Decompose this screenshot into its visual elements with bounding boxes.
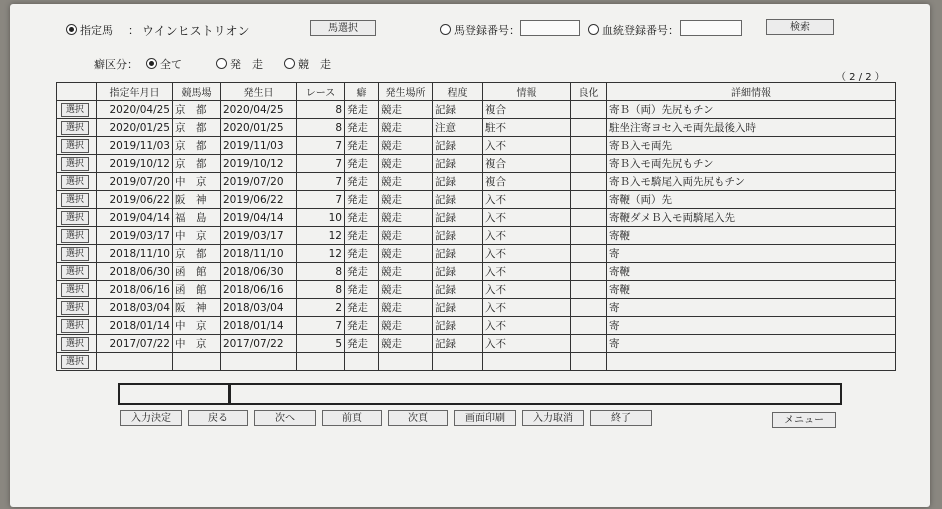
opt-all-label: 全て	[160, 58, 182, 71]
select-cell	[57, 299, 97, 317]
col-header-improvement: 良化	[571, 83, 607, 101]
message-field-left	[118, 383, 230, 405]
col-header-race: レース	[297, 83, 345, 101]
col-header-racecourse: 競馬場	[173, 83, 221, 101]
cell-degree: 記録	[433, 335, 483, 353]
cell-location: 競走	[379, 119, 433, 137]
cell-info: 入不	[483, 263, 571, 281]
cell-details: 寄Ｂ入モ両先	[607, 137, 896, 155]
cell-location: 競走	[379, 101, 433, 119]
radio-unselected-icon	[284, 58, 295, 69]
cell-location: 競走	[379, 245, 433, 263]
cell-improvement	[571, 101, 607, 119]
cell-improvement	[571, 155, 607, 173]
cell-racecourse: 阪 神	[173, 299, 221, 317]
habit-option-all[interactable]	[146, 56, 182, 72]
cell-improvement	[571, 191, 607, 209]
cell-improvement	[571, 281, 607, 299]
cell-occurrence-date: 2017/07/22	[221, 335, 297, 353]
cell-race: 8	[297, 263, 345, 281]
table-row	[57, 263, 896, 281]
search-button[interactable]: 検索	[766, 19, 834, 35]
row-select-button[interactable]: 選択	[61, 157, 89, 171]
select-cell	[57, 191, 97, 209]
radio-selected-icon	[66, 24, 77, 35]
cell-habit: 発走	[345, 335, 379, 353]
col-header-location: 発生場所	[379, 83, 433, 101]
cell-improvement	[571, 173, 607, 191]
cell-racecourse: 中 京	[173, 227, 221, 245]
col-header-select	[57, 83, 97, 101]
cell-designated-date: 2019/03/17	[97, 227, 173, 245]
cell-designated-date: 2018/03/04	[97, 299, 173, 317]
back-button[interactable]: 戻る	[188, 410, 248, 426]
next-page-button[interactable]: 次頁	[388, 410, 448, 426]
select-cell	[57, 173, 97, 191]
cell-occurrence-date: 2019/06/22	[221, 191, 297, 209]
table-row	[57, 353, 896, 371]
cell-info: 入不	[483, 317, 571, 335]
cell-improvement	[571, 353, 607, 371]
habit-record-table	[56, 82, 896, 371]
cell-degree	[433, 353, 483, 371]
cell-habit: 発走	[345, 299, 379, 317]
horse-reg-radio[interactable]	[440, 22, 520, 38]
radio-selected-icon	[146, 58, 157, 69]
cell-occurrence-date: 2019/03/17	[221, 227, 297, 245]
cell-designated-date: 2019/10/12	[97, 155, 173, 173]
select-cell	[57, 335, 97, 353]
cell-race: 8	[297, 119, 345, 137]
designated-horse-radio[interactable]	[66, 22, 113, 38]
print-screen-button[interactable]: 画面印刷	[454, 410, 516, 426]
cell-designated-date	[97, 353, 173, 371]
cell-occurrence-date: 2019/11/03	[221, 137, 297, 155]
cell-habit: 発走	[345, 101, 379, 119]
page-indicator: （ 2 / 2 ）	[836, 72, 885, 83]
cell-details: 寄鞭	[607, 263, 896, 281]
cell-race: 8	[297, 101, 345, 119]
cell-racecourse: 函 館	[173, 263, 221, 281]
cell-degree: 記録	[433, 227, 483, 245]
cell-designated-date: 2017/07/22	[97, 335, 173, 353]
cell-details: 寄鞭	[607, 227, 896, 245]
cell-designated-date: 2019/06/22	[97, 191, 173, 209]
cell-degree: 記録	[433, 209, 483, 227]
table-row	[57, 281, 896, 299]
cell-habit: 発走	[345, 227, 379, 245]
cell-improvement	[571, 317, 607, 335]
cell-details: 寄鞭ダメＢ入モ両騎尾入先	[607, 209, 896, 227]
table-row	[57, 335, 896, 353]
cell-location: 競走	[379, 263, 433, 281]
horse-select-button[interactable]: 馬選択	[310, 20, 376, 36]
cell-degree: 記録	[433, 263, 483, 281]
row-select-button[interactable]: 選択	[61, 193, 89, 207]
cell-race: 5	[297, 335, 345, 353]
table-row	[57, 155, 896, 173]
table-row	[57, 209, 896, 227]
col-header-designated-date: 指定年月日	[97, 83, 173, 101]
cell-details: 寄	[607, 245, 896, 263]
cell-occurrence-date: 2018/11/10	[221, 245, 297, 263]
cell-habit: 発走	[345, 317, 379, 335]
table-row	[57, 137, 896, 155]
cell-race: 7	[297, 317, 345, 335]
cell-racecourse	[173, 353, 221, 371]
row-select-button[interactable]: 選択	[61, 103, 89, 117]
cell-details: 寄鞭	[607, 281, 896, 299]
cell-occurrence-date: 2018/03/04	[221, 299, 297, 317]
radio-unselected-icon	[216, 58, 227, 69]
horse-name: ウインヒストリオン	[142, 24, 250, 38]
cell-occurrence-date: 2019/07/20	[221, 173, 297, 191]
table-row	[57, 317, 896, 335]
cell-details: 寄	[607, 335, 896, 353]
cell-details: 寄	[607, 299, 896, 317]
row-select-button[interactable]: 選択	[61, 319, 89, 333]
cell-location: 競走	[379, 173, 433, 191]
row-select-button[interactable]: 選択	[61, 121, 89, 135]
cell-habit: 発走	[345, 119, 379, 137]
cell-racecourse: 京 都	[173, 155, 221, 173]
cell-occurrence-date: 2020/01/25	[221, 119, 297, 137]
cell-designated-date: 2018/06/30	[97, 263, 173, 281]
col-header-details: 詳細情報	[607, 83, 896, 101]
cell-race: 7	[297, 155, 345, 173]
cell-occurrence-date: 2018/06/30	[221, 263, 297, 281]
cell-habit: 発走	[345, 137, 379, 155]
cell-habit: 発走	[345, 173, 379, 191]
cell-designated-date: 2019/07/20	[97, 173, 173, 191]
cell-details: 寄Ｂ（両）先尻もチン	[607, 101, 896, 119]
col-header-occurrence-date: 発生日	[221, 83, 297, 101]
col-header-degree: 程度	[433, 83, 483, 101]
cell-location: 競走	[379, 227, 433, 245]
cell-designated-date: 2018/01/14	[97, 317, 173, 335]
next-button[interactable]: 次へ	[254, 410, 316, 426]
cell-habit: 発走	[345, 281, 379, 299]
cell-degree: 記録	[433, 137, 483, 155]
cell-location: 競走	[379, 299, 433, 317]
cell-race	[297, 353, 345, 371]
cell-details: 寄	[607, 317, 896, 335]
prev-page-button[interactable]: 前頁	[322, 410, 382, 426]
cell-racecourse: 京 都	[173, 119, 221, 137]
horse-reg-label: 馬登録番号：	[454, 24, 520, 37]
table-row	[57, 191, 896, 209]
cell-designated-date: 2020/01/25	[97, 119, 173, 137]
cell-designated-date: 2018/06/16	[97, 281, 173, 299]
table-row	[57, 227, 896, 245]
cell-habit: 発走	[345, 263, 379, 281]
cell-racecourse: 中 京	[173, 335, 221, 353]
cell-race: 7	[297, 191, 345, 209]
table-row	[57, 245, 896, 263]
cell-degree: 記録	[433, 245, 483, 263]
cell-improvement	[571, 263, 607, 281]
cell-details: 駐坐注寄ヨセ入モ両先最後入時	[607, 119, 896, 137]
row-select-button[interactable]: 選択	[61, 283, 89, 297]
select-cell	[57, 245, 97, 263]
cell-racecourse: 阪 神	[173, 191, 221, 209]
table-header-row	[57, 83, 896, 101]
cell-info: 入不	[483, 281, 571, 299]
cell-race: 7	[297, 173, 345, 191]
cell-info: 複合	[483, 155, 571, 173]
cell-improvement	[571, 209, 607, 227]
select-cell	[57, 119, 97, 137]
cell-location	[379, 353, 433, 371]
cell-race: 12	[297, 227, 345, 245]
cell-improvement	[571, 137, 607, 155]
cell-info	[483, 353, 571, 371]
cell-race: 10	[297, 209, 345, 227]
row-select-button[interactable]: 選択	[61, 139, 89, 153]
row-select-button[interactable]: 選択	[61, 229, 89, 243]
cell-race: 12	[297, 245, 345, 263]
cell-location: 競走	[379, 137, 433, 155]
habit-category-label: 癖区分：	[94, 58, 138, 71]
cell-info: 複合	[483, 173, 571, 191]
cell-info: 入不	[483, 191, 571, 209]
habit-option-start[interactable]	[216, 56, 263, 72]
cell-degree: 記録	[433, 173, 483, 191]
cell-location: 競走	[379, 335, 433, 353]
cell-designated-date: 2020/04/25	[97, 101, 173, 119]
cell-occurrence-date: 2020/04/25	[221, 101, 297, 119]
pedigree-reg-input[interactable]	[680, 20, 742, 36]
cell-location: 競走	[379, 317, 433, 335]
confirm-input-button[interactable]: 入力決定	[120, 410, 182, 426]
menu-button[interactable]: メニュー	[772, 412, 836, 428]
select-cell	[57, 101, 97, 119]
row-select-button[interactable]: 選択	[61, 175, 89, 189]
cell-info: 入不	[483, 335, 571, 353]
cell-designated-date: 2018/11/10	[97, 245, 173, 263]
cell-designated-date: 2019/04/14	[97, 209, 173, 227]
cell-improvement	[571, 335, 607, 353]
designated-label: 指定馬	[80, 24, 113, 37]
separator: ：	[128, 24, 139, 37]
cell-info: 入不	[483, 137, 571, 155]
row-select-button[interactable]: 選択	[61, 301, 89, 315]
select-cell	[57, 155, 97, 173]
cell-location: 競走	[379, 281, 433, 299]
select-cell	[57, 227, 97, 245]
pedigree-reg-radio[interactable]	[588, 22, 679, 38]
row-select-button[interactable]: 選択	[61, 337, 89, 351]
exit-button[interactable]: 終了	[590, 410, 652, 426]
cell-degree: 記録	[433, 101, 483, 119]
cell-improvement	[571, 299, 607, 317]
cell-occurrence-date	[221, 353, 297, 371]
cell-racecourse: 京 都	[173, 137, 221, 155]
opt-race-label: 競 走	[298, 58, 331, 71]
cell-degree: 記録	[433, 281, 483, 299]
cell-habit: 発走	[345, 155, 379, 173]
cell-racecourse: 京 都	[173, 101, 221, 119]
cell-race: 8	[297, 281, 345, 299]
col-header-info: 情報	[483, 83, 571, 101]
radio-unselected-icon	[588, 24, 599, 35]
cell-location: 競走	[379, 191, 433, 209]
horse-reg-input[interactable]	[520, 20, 580, 36]
cell-habit	[345, 353, 379, 371]
cell-occurrence-date: 2018/06/16	[221, 281, 297, 299]
radio-unselected-icon	[440, 24, 451, 35]
cell-degree: 記録	[433, 191, 483, 209]
cell-location: 競走	[379, 155, 433, 173]
cell-degree: 注意	[433, 119, 483, 137]
cell-habit: 発走	[345, 245, 379, 263]
cell-info: 複合	[483, 101, 571, 119]
cell-info: 駐不	[483, 119, 571, 137]
cell-racecourse: 中 京	[173, 317, 221, 335]
select-cell	[57, 317, 97, 335]
row-select-button[interactable]: 選択	[61, 211, 89, 225]
cell-racecourse: 京 都	[173, 245, 221, 263]
cell-race: 7	[297, 137, 345, 155]
cancel-input-button[interactable]: 入力取消	[522, 410, 584, 426]
cell-habit: 発走	[345, 209, 379, 227]
cell-details	[607, 353, 896, 371]
select-cell	[57, 353, 97, 371]
table-row	[57, 101, 896, 119]
cell-habit: 発走	[345, 191, 379, 209]
table-row	[57, 119, 896, 137]
cell-info: 入不	[483, 245, 571, 263]
table-row	[57, 173, 896, 191]
cell-racecourse: 函 館	[173, 281, 221, 299]
cell-details: 寄Ｂ入モ両先尻もチン	[607, 155, 896, 173]
select-cell	[57, 209, 97, 227]
pedigree-reg-label: 血統登録番号：	[602, 24, 679, 37]
row-select-button[interactable]: 選択	[61, 247, 89, 261]
cell-improvement	[571, 119, 607, 137]
cell-degree: 記録	[433, 317, 483, 335]
row-select-button[interactable]: 選択	[61, 355, 89, 369]
select-cell	[57, 263, 97, 281]
cell-occurrence-date: 2018/01/14	[221, 317, 297, 335]
col-header-habit: 癖	[345, 83, 379, 101]
cell-info: 入不	[483, 299, 571, 317]
habit-option-race[interactable]	[284, 56, 331, 72]
cell-occurrence-date: 2019/10/12	[221, 155, 297, 173]
cell-occurrence-date: 2019/04/14	[221, 209, 297, 227]
cell-details: 寄鞭（両）先	[607, 191, 896, 209]
cell-racecourse: 福 島	[173, 209, 221, 227]
select-cell	[57, 281, 97, 299]
cell-info: 入不	[483, 227, 571, 245]
cell-info: 入不	[483, 209, 571, 227]
cell-details: 寄Ｂ入モ騎尾入両先尻もチン	[607, 173, 896, 191]
cell-improvement	[571, 227, 607, 245]
cell-race: 2	[297, 299, 345, 317]
cell-improvement	[571, 245, 607, 263]
select-cell	[57, 137, 97, 155]
cell-racecourse: 中 京	[173, 173, 221, 191]
cell-degree: 記録	[433, 299, 483, 317]
cell-location: 競走	[379, 209, 433, 227]
row-select-button[interactable]: 選択	[61, 265, 89, 279]
table-row	[57, 299, 896, 317]
cell-degree: 記録	[433, 155, 483, 173]
cell-designated-date: 2019/11/03	[97, 137, 173, 155]
opt-start-label: 発 走	[230, 58, 263, 71]
message-field-right	[230, 383, 842, 405]
